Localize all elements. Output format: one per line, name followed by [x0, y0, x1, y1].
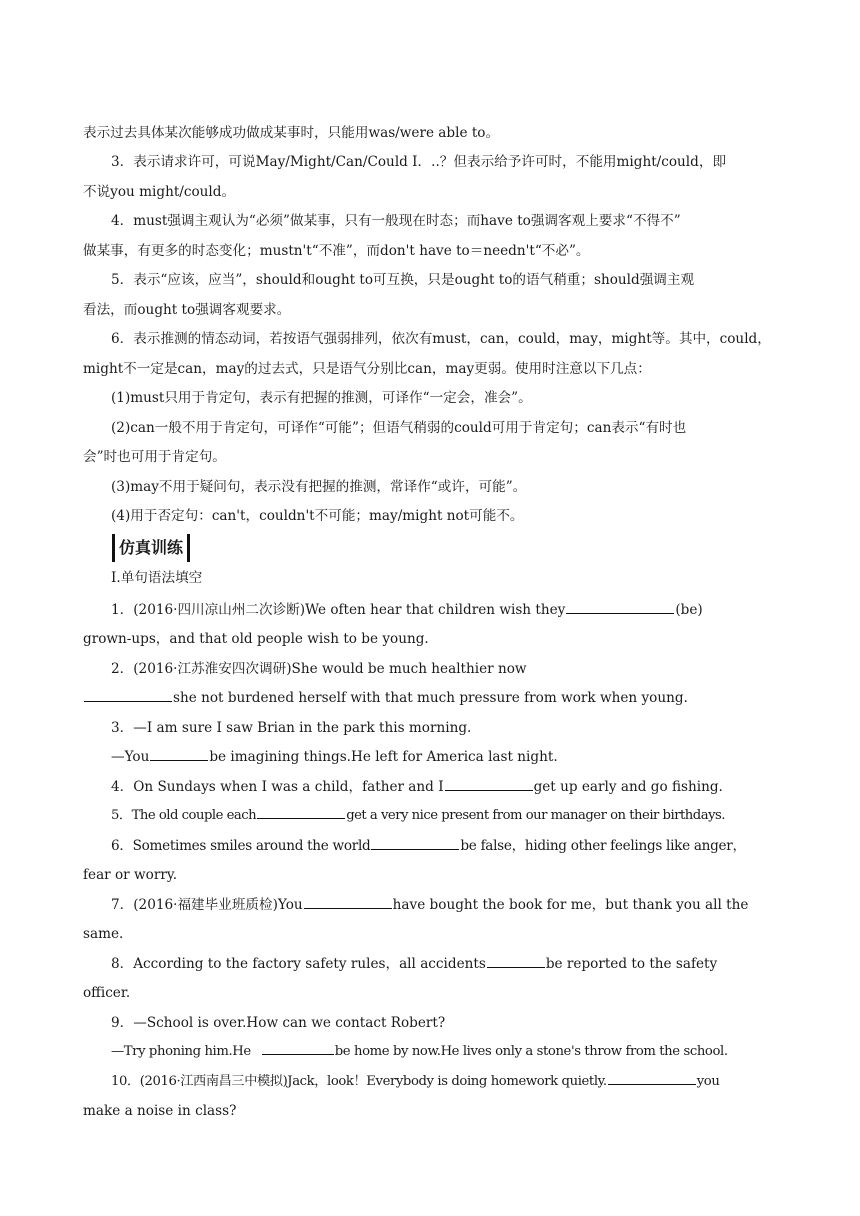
rule-6-line-2: might不一定是can，may的过去式，只是语气分别比can，may更弱。使用时注意以下几点：: [83, 361, 651, 377]
question-text: (be): [675, 602, 703, 618]
question-text: have bought the book for me，but thank you all the: [392, 897, 749, 913]
part-title: Ⅰ.单句语法填空: [111, 570, 203, 586]
question-1-line-1: [111, 598, 807, 622]
question-text: 10．(2016·江西南昌三中模拟)Jack，look！Everybody is doing homework quietly.: [111, 1074, 607, 1089]
point-4: (4)用于否定句：can't，couldn't不可能；may/might not可能不。: [111, 508, 524, 524]
rule-3-line-2: 不说you might/could。: [83, 184, 236, 200]
question-text: get up early and go fishing.: [533, 779, 723, 795]
rule-5-line-1: 5．表示“应该，应当”，should和ought to可互换，只是ought to的语气稍重；should强调主观: [111, 272, 695, 288]
rule-2-continued: 表示过去具体某次能够成功做成某事时，只能用was/were able to。: [83, 125, 500, 141]
question-text: be imagining things.He left for America last night.: [209, 749, 558, 765]
answer-blank[interactable]: [262, 1040, 334, 1055]
rule-4-line-1: 4．must强调主观认为“必须”做某事，只有一般现在时态；而have to强调客观上要求“不得不”: [111, 213, 681, 229]
answer-blank[interactable]: [487, 953, 545, 968]
answer-blank[interactable]: [445, 776, 533, 791]
question-text: —Try phoning him.He: [111, 1044, 251, 1059]
answer-blank[interactable]: [304, 894, 392, 909]
question-text: 8．According to the factory safety rules，all accidents: [111, 956, 486, 972]
question-10-line-2: make a noise in class?: [83, 1103, 237, 1119]
point-1: (1)must只用于肯定句，表示有把握的推测，可译作“一定会，准会”。: [111, 390, 532, 406]
question-5: [111, 804, 807, 828]
question-text: 6．Sometimes smiles around the world: [111, 838, 371, 854]
question-6-line-2: fear or worry.: [83, 867, 178, 883]
question-8-line-1: [111, 952, 807, 976]
question-4: [111, 775, 807, 799]
question-7-line-1: [111, 893, 807, 917]
question-10-line-1: [111, 1070, 807, 1094]
question-text: be reported to the safety: [545, 956, 718, 972]
answer-blank[interactable]: [371, 835, 459, 850]
section-title: 仿真训练: [112, 534, 190, 562]
answer-blank[interactable]: [150, 746, 208, 761]
answer-blank[interactable]: [608, 1070, 696, 1085]
question-2-line-2: [83, 686, 779, 710]
question-9-line-1: 9．—School is over.How can we contact Robert?: [111, 1015, 446, 1031]
question-text: 4．On Sundays when I was a child，father and I: [111, 779, 444, 795]
question-6-line-1: [111, 834, 807, 858]
answer-blank[interactable]: [257, 804, 345, 819]
question-text: be false，hiding other feelings like anger，: [460, 838, 746, 854]
rule-4-line-2: 做某事，有更多的时态变化；mustn't“不准”，而don't have to＝needn't“不必”。: [83, 243, 590, 259]
question-text: 7．(2016·福建毕业班质检)You: [111, 897, 303, 913]
question-text: she not burdened herself with that much pressure from work when young.: [173, 690, 688, 706]
point-3: (3)may不用于疑问句，表示没有把握的推测，常译作“或许，可能”。: [111, 479, 527, 495]
question-text: you: [696, 1074, 720, 1089]
question-text: be home by now.He lives only a stone's throw from the school.: [334, 1044, 728, 1059]
rule-6-line-1: 6．表示推测的情态动词，若按语气强弱排列，依次有must，can，could，may，might等。其中，could，: [111, 331, 771, 347]
rule-5-line-2: 看法，而ought to强调客观要求。: [83, 302, 291, 318]
question-text: get a very nice present from our manager on their birthdays.: [346, 808, 725, 823]
question-9-line-2: [111, 1040, 807, 1064]
answer-blank[interactable]: [566, 599, 674, 614]
question-7-line-2: same.: [83, 926, 124, 942]
point-2-line-2: 会”时也可用于肯定句。: [83, 449, 226, 465]
question-3-line-1: 3．—I am sure I saw Brian in the park this morning.: [111, 720, 472, 736]
question-text: 1．(2016·四川凉山州二次诊断)We often hear that children wish they: [111, 602, 566, 618]
question-2-line-1: 2．(2016·江苏淮安四次调研)She would be much healthier now: [111, 661, 527, 677]
question-text: 5．The old couple each: [111, 808, 257, 823]
question-3-line-2: [111, 745, 807, 769]
point-2-line-1: (2)can一般不用于肯定句，可译作“可能”；但语气稍弱的could可用于肯定句；can表示“有时也: [111, 420, 687, 436]
question-text: —You: [111, 749, 150, 765]
question-8-line-2: officer.: [83, 985, 131, 1001]
rule-3-line-1: 3．表示请求许可，可说May/Might/Can/Could I．..？但表示给予许可时，不能用might/could，即: [111, 154, 727, 170]
question-1-line-2: grown-ups，and that old people wish to be young.: [83, 631, 429, 647]
answer-blank[interactable]: [84, 687, 172, 702]
